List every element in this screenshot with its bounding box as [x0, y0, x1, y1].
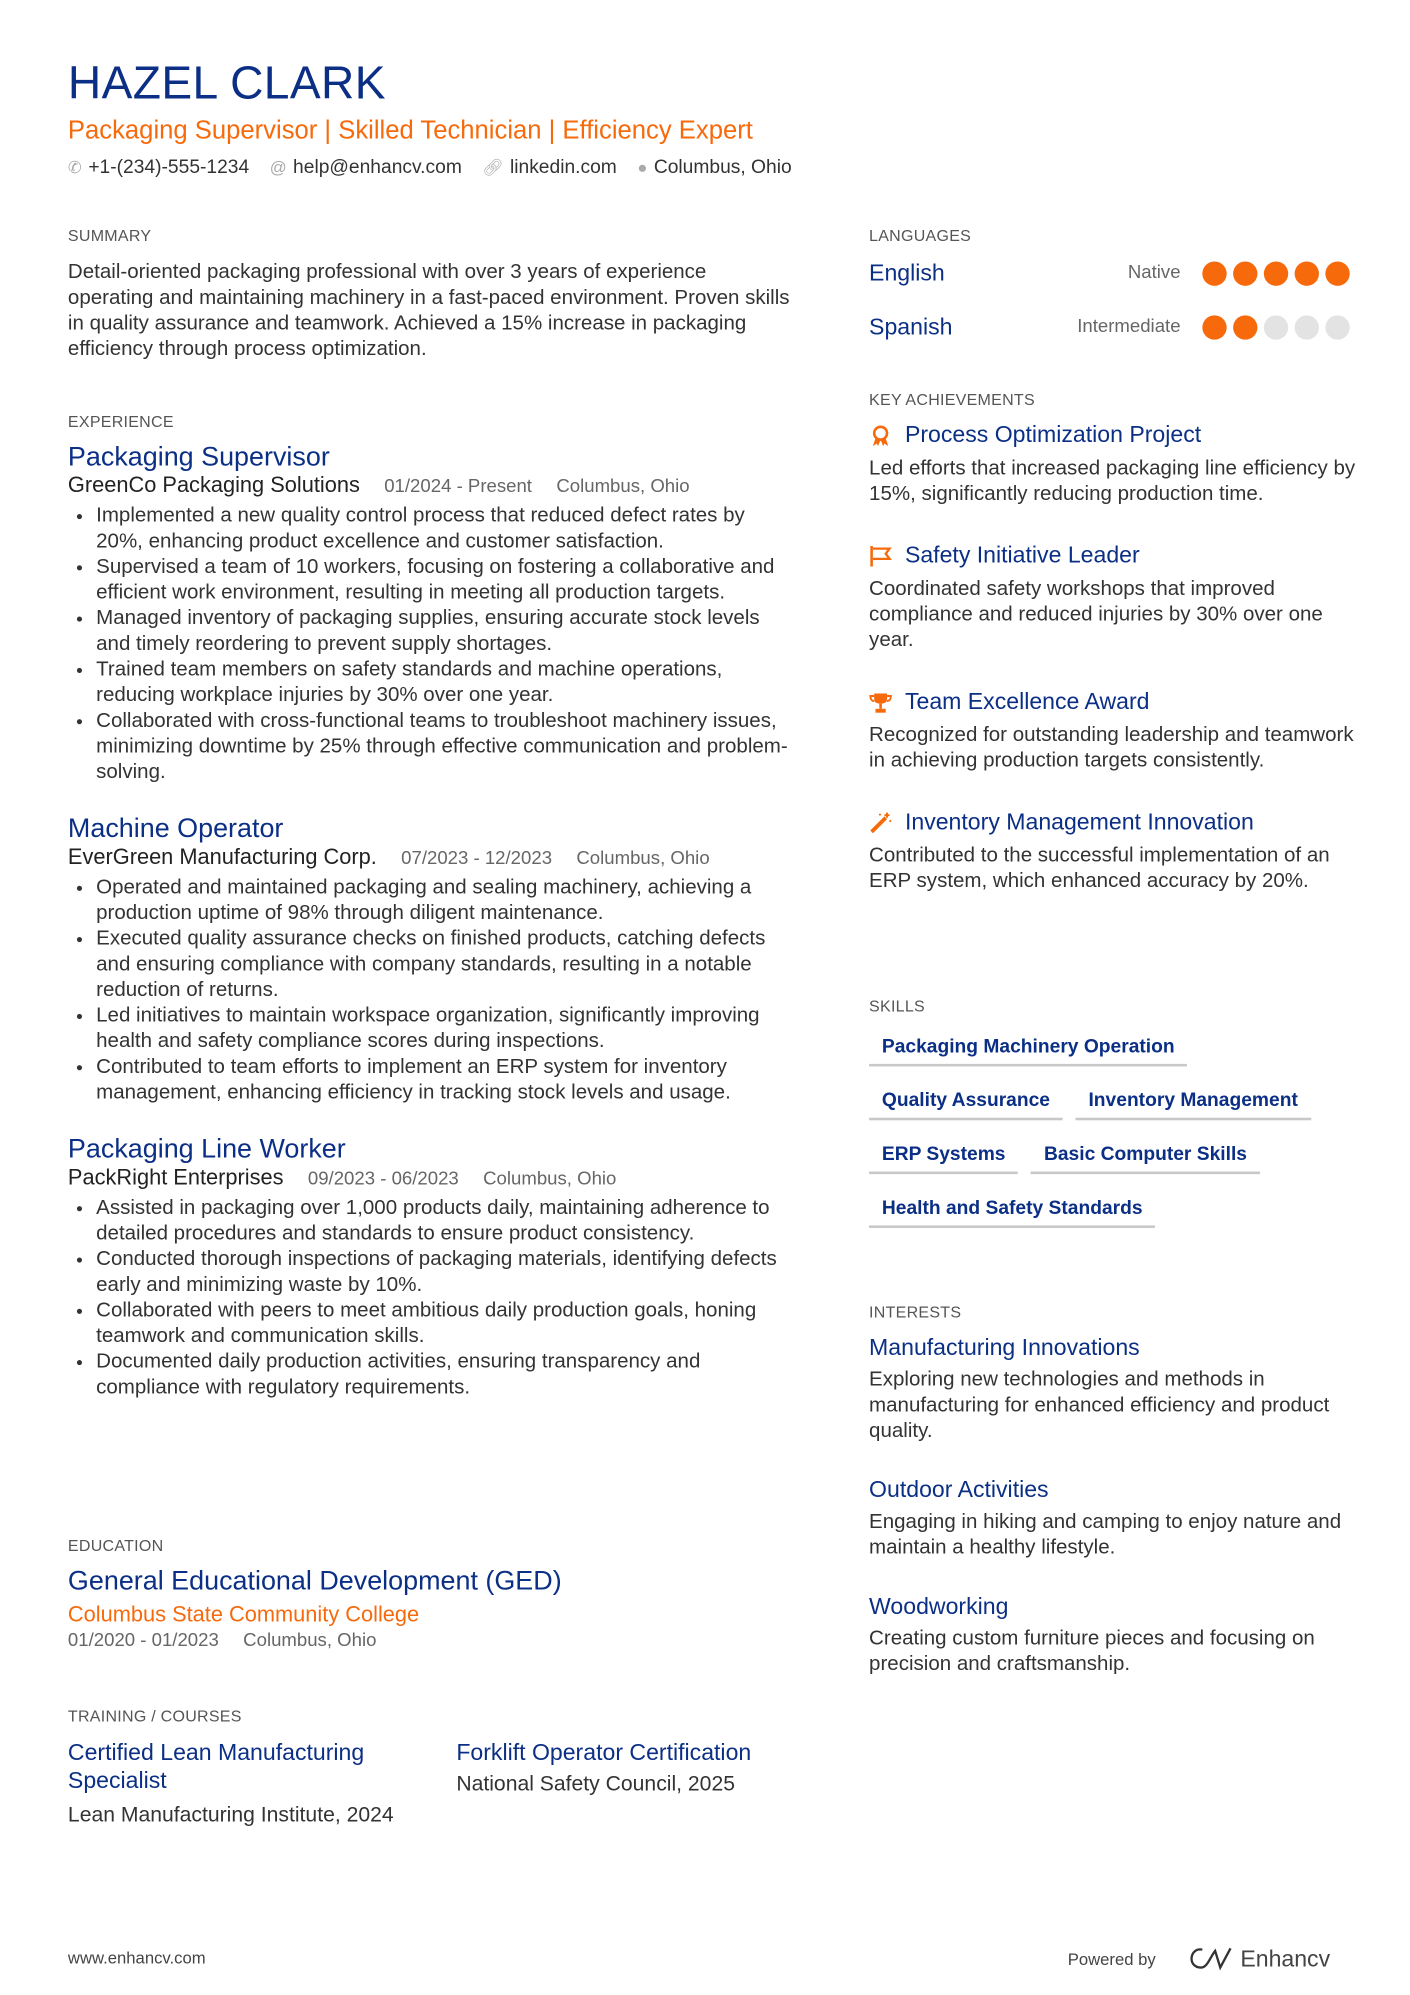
training-heading: TRAINING / COURSES [67, 1707, 242, 1726]
contact-location [637, 156, 791, 178]
enhancv-logo[interactable] [1184, 1944, 1330, 1972]
job-title: Machine Operator [67, 813, 284, 844]
candidate-name: HAZEL CLARK [67, 56, 386, 109]
rating-dot [1202, 261, 1226, 285]
company-name: GreenCo Packaging Solutions [67, 472, 360, 498]
job-bullet: • Implemented a new quality control process that reduced defect rates by 20%, enhancing product excellence and customer satisfaction. [96, 504, 792, 555]
interest-text: Exploring new technologies and methods in manufacturing for enhanced efficiency and product quality. [869, 1368, 1330, 1443]
job-title: Packaging Line Worker [67, 1134, 346, 1164]
link-icon: 🔗︎ [482, 157, 504, 177]
job-bullet: • Supervised a team of 10 workers, focusing on fostering a collaborative and efficient work environment, resulting in meeting all production targets. [96, 555, 792, 606]
achievement-item [869, 809, 1356, 895]
training-title: Certified Lean Manufacturing Specialist [67, 1739, 365, 1794]
link-text: linkedin.com [509, 156, 617, 179]
summary-text: Detail-oriented packaging professional with over 3 years of experience operating and maintaining machinery in a fast-paced environment. Proven skills in quality assurance and teamwork. Achieved a 15% increase in packaging efficiency through process optimization. [67, 261, 790, 361]
achievement-title-row [869, 688, 1356, 715]
job-bullet: • Collaborated with cross-functional teams to troubleshoot machinery issues, minimizing downtime by 25% through effective communication and problem-solving. [96, 709, 792, 786]
job-title: Packaging Supervisor [67, 442, 330, 472]
training-detail: Lean Manufacturing Institute, 2024 [67, 1803, 394, 1827]
interests-heading: INTERESTS [869, 1303, 962, 1322]
job-company-row [68, 473, 792, 499]
language-item [869, 309, 1350, 345]
contact-phone[interactable] [68, 156, 249, 178]
job-location: Columbus, Ohio [556, 476, 690, 498]
achievement-title-row [869, 422, 1356, 449]
skills-list [869, 1036, 1356, 1251]
achievement-title: Team Excellence Award [904, 688, 1150, 714]
job-bullet: • Executed quality assurance checks on finished products, catching defects and ensuring compliance with company standards, resulting in a notable reduction of returns. [96, 927, 792, 1004]
skill-tag: Health and Safety Standards [869, 1197, 1155, 1228]
skill-tag: Packaging Machinery Operation [869, 1036, 1187, 1067]
location-pin-icon: ● [637, 157, 648, 177]
education-dates: 01/2020 - 01/2023 [67, 1630, 219, 1651]
job-bullet: • Operated and maintained packaging and sealing machinery, achieving a production uptime of 98% through diligent maintenance. [96, 875, 792, 926]
trophy-icon [869, 690, 892, 713]
job-entry [68, 442, 792, 786]
languages-list [869, 255, 1350, 363]
job-dates: 01/2024 - Present [384, 476, 532, 498]
training-detail: National Safety Council, 2025 [456, 1772, 735, 1796]
job-bullets [68, 504, 792, 786]
powered-by-text: Powered by [1067, 1948, 1156, 1969]
job-bullets [68, 875, 792, 1106]
language-name: English [869, 259, 945, 286]
interests-list [869, 1334, 1356, 1710]
achievement-title: Process Optimization Project [904, 421, 1202, 448]
education-entry [68, 1566, 562, 1651]
achievement-title: Inventory Management Innovation [904, 808, 1254, 835]
brand-text: Enhancv [1240, 1945, 1331, 1971]
training-title: Forklift Operator Certification [456, 1739, 752, 1766]
achievement-text: Recognized for outstanding leadership and teamwork in achieving production targets consistently. [869, 724, 1354, 772]
education-location: Columbus, Ohio [243, 1630, 377, 1651]
headline: Packaging Supervisor | Skilled Technician | Efficiency Expert [67, 116, 753, 145]
contact-bar [68, 156, 792, 178]
job-location: Columbus, Ohio [483, 1169, 617, 1190]
job-bullet: • Conducted thorough inspections of packaging materials, identifying defects early and minimizing waste by 10%. [96, 1247, 792, 1298]
rating-dot [1264, 261, 1288, 285]
achievement-title-row [869, 542, 1356, 569]
skill-tag: ERP Systems [869, 1143, 1018, 1174]
interest-item [869, 1334, 1356, 1444]
enhancv-logo-icon [1184, 1944, 1233, 1972]
achievement-text: Coordinated safety workshops that improved compliance and reduced injuries by 30% over one year. [869, 578, 1323, 652]
magic-wand-icon [869, 811, 892, 834]
rating-dot [1325, 315, 1349, 339]
job-bullet: • Trained team members on safety standards and machine operations, reducing workplace injuries by 30% over one year. [96, 658, 792, 709]
rating-dot [1233, 315, 1257, 339]
interest-title: Outdoor Activities [869, 1476, 1049, 1503]
training-item [456, 1738, 789, 1797]
phone-text: +1-(234)-555-1234 [88, 156, 250, 179]
summary-heading: SUMMARY [67, 226, 152, 245]
job-bullets [68, 1196, 792, 1401]
education-heading: EDUCATION [67, 1536, 164, 1555]
job-bullet: • Documented daily production activities, ensuring transparency and compliance with regulatory requirements. [96, 1350, 792, 1401]
experience-heading: EXPERIENCE [67, 412, 174, 431]
school: Columbus State Community College [67, 1602, 420, 1627]
language-name: Spanish [869, 313, 953, 340]
rating-dot [1325, 261, 1349, 285]
job-location: Columbus, Ohio [576, 848, 710, 870]
achievement-text: Contributed to the successful implementation of an ERP system, which enhanced accuracy by 20%. [869, 844, 1330, 893]
job-company-row [68, 1165, 792, 1191]
rating-dot [1202, 315, 1226, 339]
email-text: help@enhancv.com [293, 156, 462, 179]
interest-text: Engaging in hiking and camping to enjoy nature and maintain a healthy lifestyle. [869, 1511, 1342, 1559]
achievement-item [869, 422, 1356, 508]
achievement-item [869, 542, 1356, 654]
contact-link[interactable] [482, 156, 616, 178]
job-bullet: • Contributed to team efforts to implement an ERP system for inventory management, enhancing efficiency in tracking stock levels and usage. [96, 1055, 792, 1106]
education-meta [68, 1630, 562, 1651]
achievement-title: Safety Initiative Leader [904, 542, 1140, 568]
job-company-row [68, 845, 792, 871]
job-entry [68, 814, 792, 1106]
job-bullet: • Led initiatives to maintain workspace organization, significantly improving health and safety compliance scores during inspections. [96, 1004, 792, 1055]
language-level: Intermediate [1077, 316, 1181, 338]
phone-icon: ✆ [67, 157, 82, 177]
job-bullet: • Managed inventory of packaging supplies, ensuring accurate stock levels and timely reordering to prevent supply shortages. [96, 606, 792, 657]
skills-heading: SKILLS [869, 997, 925, 1016]
job-bullet: • Collaborated with peers to meet ambitious daily production goals, honing teamwork and communication skills. [96, 1298, 792, 1349]
achievements-heading: KEY ACHIEVEMENTS [869, 390, 1035, 409]
rating-dot [1295, 261, 1319, 285]
achievement-title-row [869, 809, 1356, 836]
award-icon [869, 424, 892, 447]
language-item [869, 255, 1350, 291]
company-name: PackRight Enterprises [67, 1165, 284, 1190]
interest-title: Manufacturing Innovations [869, 1334, 1140, 1360]
rating-dot [1233, 261, 1257, 285]
achievement-text: Led efforts that increased packaging line efficiency by 15%, significantly reducing production time. [869, 457, 1356, 506]
training-item [68, 1738, 401, 1828]
achievements-list [869, 422, 1356, 930]
languages-heading: LANGUAGES [869, 226, 972, 245]
footer-website[interactable]: www.enhancv.com [67, 1948, 206, 1968]
interest-title: Woodworking [869, 1593, 1009, 1619]
interest-item [869, 1477, 1356, 1562]
language-level: Native [1127, 262, 1181, 284]
achievement-item [869, 688, 1356, 774]
skill-tag: Inventory Management [1076, 1090, 1311, 1121]
flag-icon [869, 544, 892, 567]
interest-item [869, 1593, 1356, 1678]
degree: General Educational Development (GED) [67, 1566, 562, 1596]
job-dates: 07/2023 - 12/2023 [401, 848, 553, 870]
experience-list [68, 442, 792, 1401]
at-icon: @ [269, 157, 287, 177]
contact-email[interactable] [270, 156, 462, 178]
interest-text: Creating custom furniture pieces and focusing on precision and craftsmanship. [869, 1627, 1315, 1676]
job-bullet: • Assisted in packaging over 1,000 products daily, maintaining adherence to detailed procedures and standards to ensure product consistency. [96, 1196, 792, 1247]
footer-powered [1068, 1944, 1330, 1972]
rating-dot [1295, 315, 1319, 339]
job-dates: 09/2023 - 06/2023 [307, 1169, 459, 1190]
rating-dot [1264, 315, 1288, 339]
location-text: Columbus, Ohio [653, 156, 792, 179]
job-entry [68, 1134, 792, 1401]
skill-tag: Quality Assurance [869, 1090, 1063, 1121]
skill-tag: Basic Computer Skills [1031, 1143, 1260, 1174]
company-name: EverGreen Manufacturing Corp. [67, 844, 377, 870]
